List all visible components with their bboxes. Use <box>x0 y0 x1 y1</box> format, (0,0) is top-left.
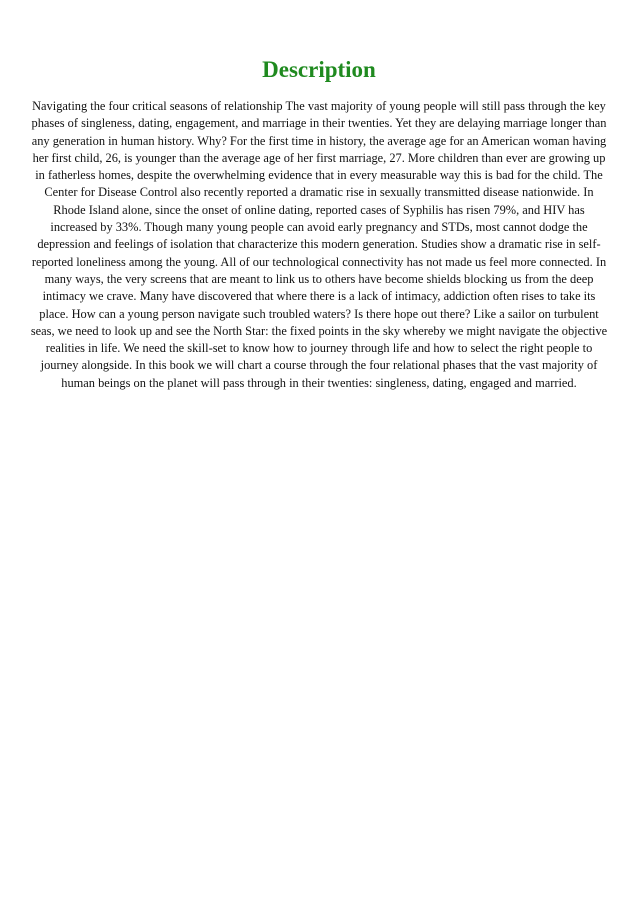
description-paragraph: Navigating the four critical seasons of relationship The vast majority of young people will still pass through the key phases of singleness, dating, engagement, and marriage in their twenties. Yet they are delaying marriage longer than any generation in human history. Why? For the first time in history, the average age for an American woman having her first child, 26, is younger than the average age of her first marriage, 27. More children than ever are growing up in fatherless homes, despite the overwhelming evidence that in every measurable way this is bad for the child. The Center for Disease Control also recently reported a dramatic rise in sexually transmitted disease nationwide. In Rhode Island alone, since the onset of online dating, reported cases of Syphilis has risen 79%, and HIV has increased by 33%. Though many young people can avoid early pregnancy and STDs, most cannot dodge the depression and feelings of isolation that characterize this modern generation. Studies show a dramatic rise in self-reported loneliness among the young. All of our technological connectivity has not made us feel more connected. In many ways, the very screens that are meant to link us to others have become shields blocking us from the deep intimacy we crave. Many have discovered that where there is a lack of intimacy, addiction often rises to take its place. How can a young person navigate such troubled waters? Is there hope out there? Like a sailor on turbulent seas, we need to look up and see the North Star: the fixed points in the sky whereby we might navigate the objective realities in life. We need the skill-set to know how to journey through life and how to select the right people to journey alongside. In this book we will chart a course through the four relational phases that the vast majority of human beings on the planet will pass through in their twenties: singleness, dating, engaged and married. <box>30 99 608 390</box>
page-title: Description <box>262 57 376 82</box>
